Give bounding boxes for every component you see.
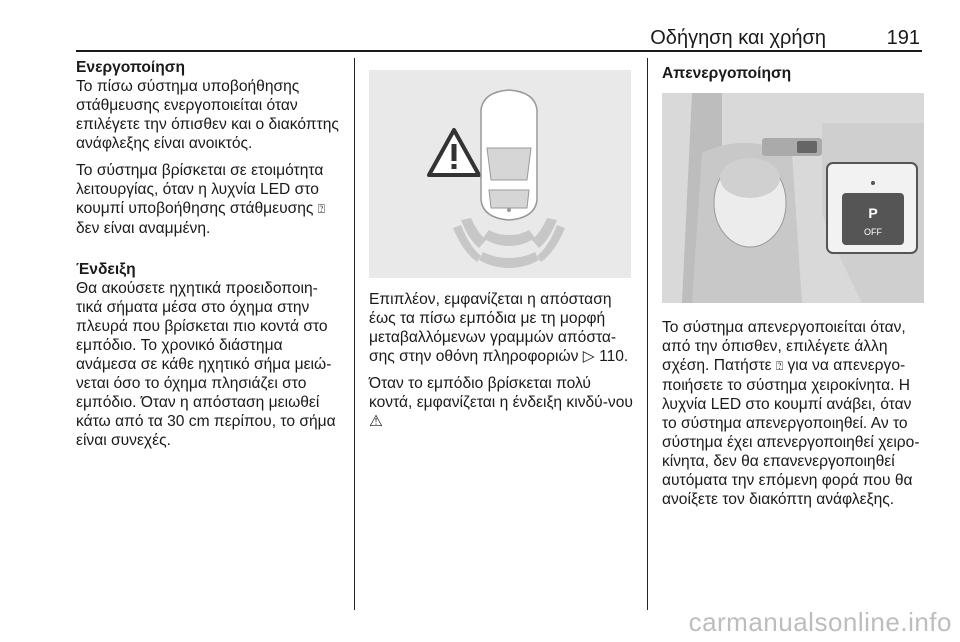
watermark: carmanualsonline.info (688, 607, 952, 637)
column-2-text (369, 290, 635, 439)
figure-parking-display (369, 70, 631, 278)
paragraph-ready-end: δεν είναι αναμμένη. (76, 220, 211, 237)
paragraph-danger-text: Όταν το εμπόδιο βρίσκεται πολύ κοντά, εμφανίζεται η ένδειξη κινδύ-νου (369, 375, 633, 411)
paragraph-ready-text: Το σύστημα βρίσκεται σε ετοιμότητα λειτουργίας, όταν η λυχνία LED στο κουμπί υποβοήθησης στάθμευσης (76, 162, 324, 217)
figure-console-button (662, 93, 924, 303)
paragraph-deactivation-end: για να απενεργο-ποιήσετε το σύστημα χειροκίνητα. Η λυχνία LED στο κουμπί ανάβει, όταν το σύστημα απενεργοποιηθεί. Αν το σύστημα έχει απενεργοποιηθεί χειρο-κίνητα, δεν θα επανενεργοποιηθεί αυτόματα την επόμενη φορά που θα ανοίξετε τον διακόπτη ανάφλεξης. (662, 357, 920, 508)
column-3-text (662, 318, 926, 517)
paragraph-deactivation (662, 318, 926, 509)
heading-activation: Ενεργοποίηση (76, 59, 185, 76)
console-illustration (662, 93, 924, 303)
column-1 (76, 58, 340, 458)
heading-indication: Ένδειξη (76, 261, 136, 278)
paragraph-indication: Θα ακούσετε ηχητικά προειδοποιη-τικά σήματα μέσα στο όχημα στην πλευρά που βρίσκεται πιο κοντά στο εμπόδιο. Το χρονικό διάστημα ανάμεσα σε κάθε ηχητικό σήμα μειώ-νεται όσο το όχημα πλησιάζει στο εμπόδιο. Όταν η απόσταση μειωθεί κάτω από τα 30 cm περίπου, το σήμα είναι συνεχές. (76, 280, 336, 449)
paragraph-deactivation-text: Το σύστημα απενεργοποιείται όταν, από την όπισθεν, επιλέγετε άλλη σχέση. Πατήστε (662, 319, 906, 374)
page-reference-link[interactable]: ▷ 110. (582, 348, 629, 365)
header-rule (76, 50, 922, 52)
paragraph-ready (76, 161, 340, 238)
console-park-button-icon (797, 141, 817, 153)
paragraph-distance-text: Επιπλέον, εμφανίζεται η απόσταση έως τα πίσω εμπόδια με τη μορφή μεταβαλλόμενων γραμμών απόστα-σης στην οθόνη πληροφοριών (369, 291, 617, 365)
paragraph-danger (369, 374, 635, 431)
button-text-bottom: OFF (864, 227, 882, 237)
parking-display-illustration (369, 70, 631, 278)
park-assist-button-icon-2: ⍰ (775, 359, 784, 373)
car-top-view-icon (481, 90, 537, 220)
danger-icon: ⚠ (369, 413, 383, 430)
page-header-title: Οδήγηση και χρήση (650, 27, 826, 49)
column-divider-right (647, 58, 648, 610)
page-number: 191 (886, 27, 920, 49)
paragraph-activation: Το πίσω σύστημα υποβοήθησης στάθμευσης ενεργοποιείται όταν επιλέγετε την όπισθεν και ο διακόπτης ανάφλεξης είναι ανοικτός. (76, 78, 339, 152)
paragraph-distance (369, 290, 635, 366)
park-assist-button-icon: ⍰ (317, 202, 325, 216)
button-text-top: P (868, 205, 878, 221)
heading-deactivation: Απενεργοποίηση (662, 65, 792, 82)
column-divider-left (354, 58, 355, 610)
